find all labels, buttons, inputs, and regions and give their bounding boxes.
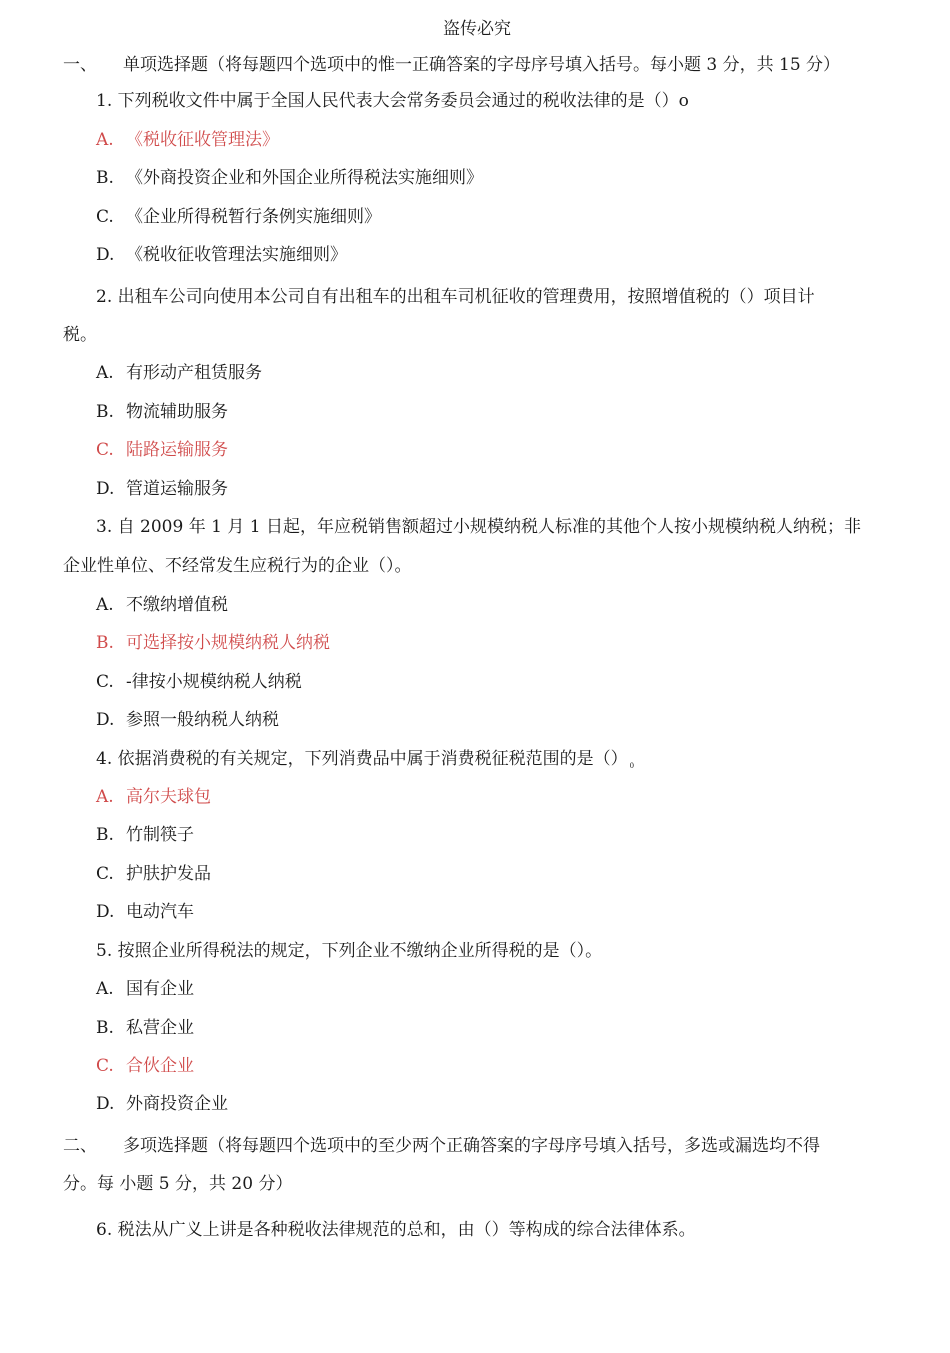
section-intro: 多项选择题（将每题四个选项中的至少两个正确答案的字母序号填入括号，多选或漏选均不得 (123, 1136, 820, 1156)
option: A. 有形动产租赁服务 (96, 363, 262, 383)
section-heading (63, 57, 840, 74)
option: D. 外商投资企业 (96, 1094, 228, 1114)
section-intro-continuation: 分。每 小题 5 分，共 20 分） (63, 1174, 293, 1194)
option-answer: A. 《税收征收管理法》 (96, 130, 279, 150)
option: A. 不缴纳增值税 (96, 595, 228, 615)
option: D. 参照一般纳税人纳税 (96, 710, 279, 730)
page-title: 盗传必究 (443, 19, 511, 39)
section-number: 一、 (63, 55, 97, 75)
option-answer: C. 合伙企业 (96, 1056, 194, 1076)
option: C. 《企业所得税暂行条例实施细则》 (96, 207, 381, 227)
option: A. 国有企业 (96, 979, 194, 999)
section-heading (63, 1138, 820, 1155)
question-stem: 1. 下列税收文件中属于全国人民代表大会常务委员会通过的税收法律的是（）o (96, 91, 689, 111)
option: D. 《税收征收管理法实施细则》 (96, 245, 347, 265)
question-stem: 2. 出租车公司向使用本公司自有出租车的出租车司机征收的管理费用，按照增值税的（）项目计 (96, 287, 815, 307)
option-answer: C. 陆路运输服务 (96, 440, 228, 460)
option-answer: B. 可选择按小规模纳税人纳税 (96, 633, 330, 653)
section-number: 二、 (63, 1136, 97, 1156)
question-stem-continuation: 税。 (63, 325, 97, 345)
stray-mark: 0 (629, 762, 635, 770)
section-intro: 单项选择题（将每题四个选项中的惟一正确答案的字母序号填入括号。每小题 3 分，共 15 分） (123, 55, 841, 75)
question-stem: 4. 依据消费税的有关规定，下列消费品中属于消费税征税范围的是（） $_0$ (96, 749, 635, 770)
option: B. 私营企业 (96, 1018, 194, 1038)
option: B. 物流辅助服务 (96, 402, 228, 422)
question-stem: 3. 自 2009 年 1 月 1 日起，年应税销售额超过小规模纳税人标准的其他个人按小规模纳税人纳税；非 (96, 517, 861, 537)
option: C. 护肤护发品 (96, 864, 211, 884)
question-stem-continuation: 企业性单位、不经常发生应税行为的企业（）。 (63, 556, 412, 576)
question-stem: 6. 税法从广义上讲是各种税收法律规范的总和，由（）等构成的综合法律体系。 (96, 1220, 696, 1240)
option: B. 《外商投资企业和外国企业所得税法实施细则》 (96, 168, 483, 188)
option: C. -律按小规模纳税人纳税 (96, 672, 302, 692)
option: D. 管道运输服务 (96, 479, 228, 499)
option: D. 电动汽车 (96, 902, 194, 922)
option-answer: A. 高尔夫球包 (96, 787, 211, 807)
option: B. 竹制筷子 (96, 825, 194, 845)
question-stem: 5. 按照企业所得税法的规定，下列企业不缴纳企业所得税的是（）。 (96, 941, 603, 961)
